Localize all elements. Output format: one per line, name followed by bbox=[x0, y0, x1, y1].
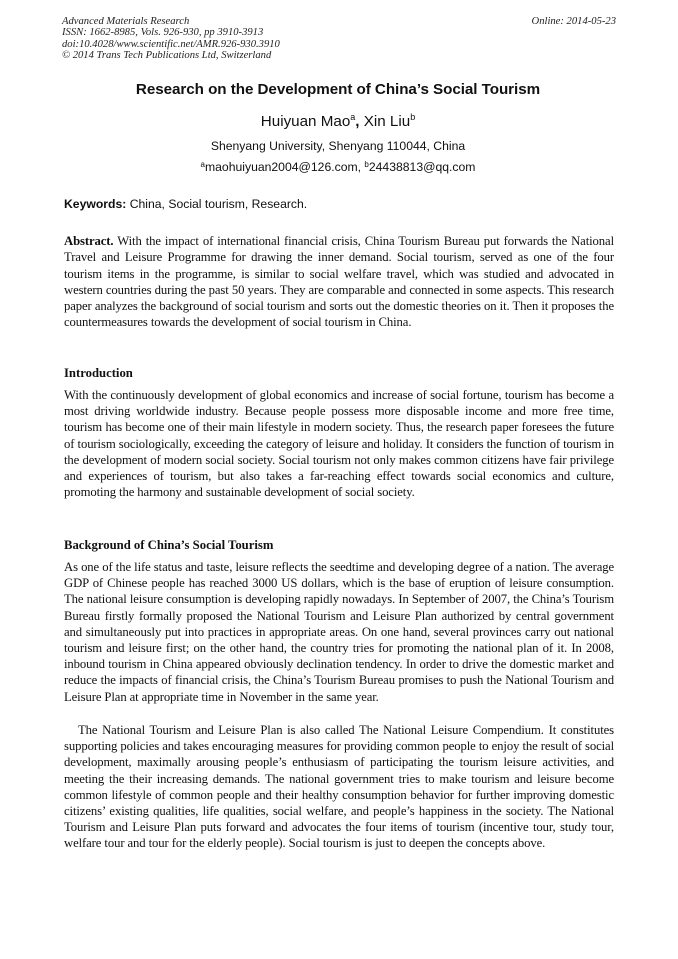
author-line bbox=[62, 113, 614, 130]
email-b-sup: b bbox=[364, 160, 369, 169]
email-a-sup: a bbox=[200, 160, 205, 169]
issn-line: ISSN: 1662-8985, Vols. 926-930, pp 3910-3913 bbox=[62, 27, 264, 39]
email-b: 24438813@qq.com bbox=[368, 160, 476, 174]
email-a: maohuiyuan2004@126.com bbox=[205, 160, 358, 174]
keywords-text: China, Social tourism, Research. bbox=[126, 197, 308, 211]
introduction-heading: Introduction bbox=[64, 366, 133, 380]
background-paragraph-1: As one of the life status and taste, leisure reflects the seedtime and developing degree of a nation. The average GDP of Chinese people has reached 3000 US dollars, which is the base of eruption of leisure consumption. The national leisure consumption is developing rapidly nowadays. In September of 2007, the China’s Tourism Bureau firstly formally proposed the National Tourism and Leisure Plan authorized by central government and simultaneously put into practices in appropriate areas. On one hand, several provinces carry out national tourism and leisure first; on the other hand, the country tries for promoting the national plan of it. In 2008, inbound tourism in China appeared obviously declination tendency. In order to drive the domestic market and reduce the impacts of financial crisis, the China’s Tourism Bureau promises to push the National Tourism and Leisure Plan at appropriate time in November in the same year. bbox=[64, 560, 614, 704]
abstract-label: Abstract. bbox=[64, 234, 114, 248]
doi-line: doi:10.4028/www.scientific.net/AMR.926-930.3910 bbox=[62, 38, 280, 50]
email-line bbox=[62, 160, 614, 174]
online-date: Online: 2014-05-23 bbox=[531, 16, 616, 27]
author-1-sup: a bbox=[350, 112, 356, 122]
paper-title: Research on the Development of China’s Social Tourism bbox=[135, 81, 541, 98]
abstract-text: With the impact of international financial crisis, China Tourism Bureau put forwards the National Travel and Leisure Programme for drawing the inner demand. Social tourism, served as one of the four tourism items in the programme, is similar to social welfare travel, which was studied and advocated in western countries during the past 50 years. They are comparable and connected in some aspects. This research paper analyzes the background of social tourism and sorts out the domestic theories on it. Then it proposes the countermeasures towards the development of social tourism in China. bbox=[64, 234, 614, 330]
abstract bbox=[64, 233, 614, 331]
email-separator: , bbox=[357, 160, 365, 174]
background-heading: Background of China’s Social Tourism bbox=[64, 538, 274, 552]
keywords-label: Keywords: bbox=[64, 197, 127, 211]
copyright-line: © 2014 Trans Tech Publications Ltd, Switzerland bbox=[62, 49, 272, 61]
author-2-sup: b bbox=[410, 112, 416, 122]
background-paragraph-2: The National Tourism and Leisure Plan is also called The National Leisure Compendium. It constitutes supporting policies and takes encouraging measures for providing common people to enjoy the result of social development, maximally arousing people’s enthusiasm of participating the tourism leisure activities, and meeting the their increasing demands. The national government tries to make tourism and leisure become common lifestyle of common people and their healthy consumption behavior for further improving domestic citizens’ existing qualities, life qualities, social welfare, and people’s happiness in the society. The National Tourism and Leisure Plan puts forward and advocates the four items of tourism (incentive tour, study tour, welfare tour and tour for the elderly people). Social tourism is just to deepen the concepts above. bbox=[64, 723, 614, 851]
introduction-paragraph: With the continuously development of global economics and increase of social fortune, tourism has become a most driving worldwide industry. Because people possess more disposable income and more free time, tourism has become one of their main lifestyle in modern society. Thus, the research paper foresees the future of tourism sociologically, exceeding the category of leisure and holiday. It considers the function of tourism in the development of modern social society. Social tourism not only makes common citizens have fair privilege and experiences of tourism, but also takes a far-reaching effect towards social economics and culture, promoting the harmony and sustainable development of social society. bbox=[64, 388, 614, 500]
author-separator: , bbox=[355, 113, 364, 130]
keywords bbox=[64, 197, 614, 211]
journal-header bbox=[62, 16, 616, 61]
author-1: Huiyuan Mao bbox=[260, 113, 351, 130]
affiliation: Shenyang University, Shenyang 110044, China bbox=[210, 139, 466, 153]
author-2: Xin Liu bbox=[363, 113, 411, 130]
journal-name: Advanced Materials Research bbox=[62, 16, 190, 27]
